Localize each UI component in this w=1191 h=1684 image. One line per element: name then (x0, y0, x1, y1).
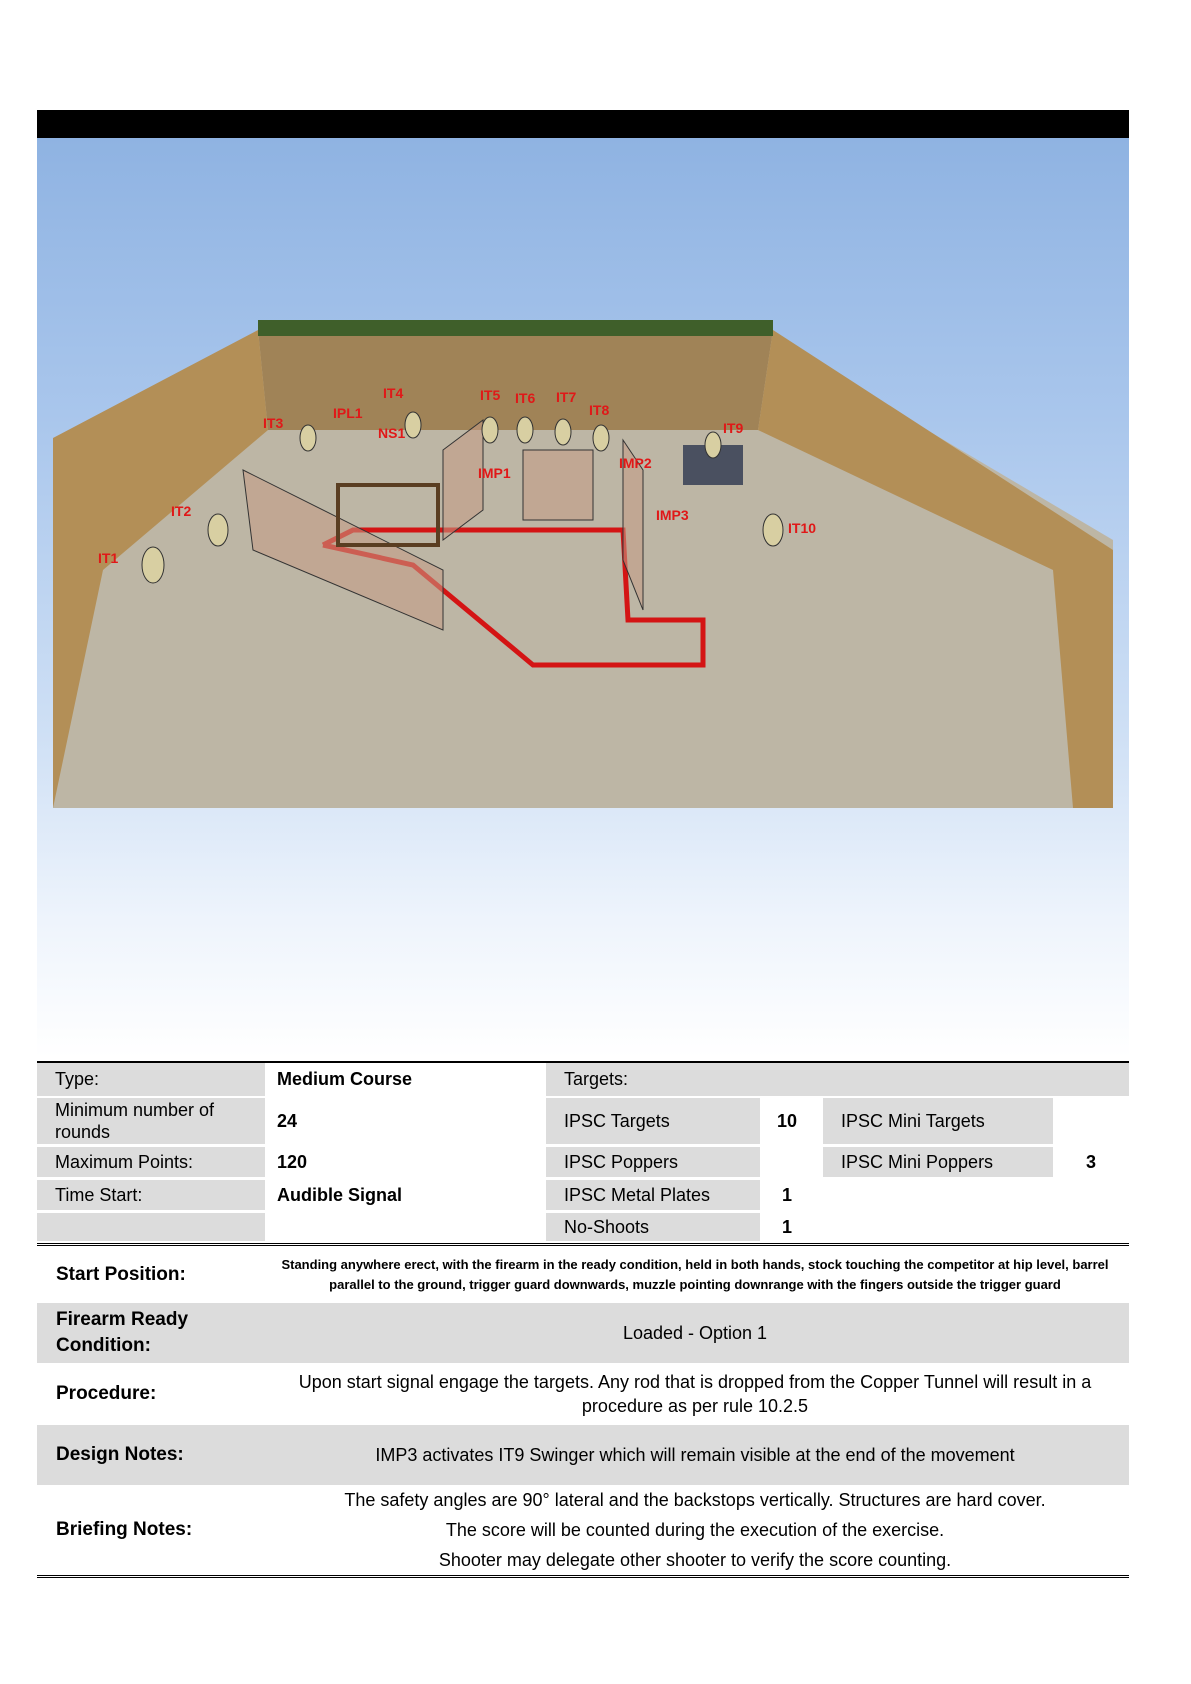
target-label: IT7 (556, 389, 577, 405)
target-label: IT5 (480, 387, 501, 403)
time-start-value: Audible Signal (277, 1184, 403, 1205)
target-label: IMP1 (478, 465, 511, 481)
targets-label: Targets: (546, 1063, 1129, 1096)
ipsc-metal-plates-value: 1 (781, 1184, 792, 1205)
no-shoots-label: No-Shoots (546, 1213, 760, 1241)
firearm-ready-label: Firearm Ready Condition: (56, 1309, 189, 1356)
briefing-note-line: The score will be counted during the execution of the exercise. (445, 1520, 945, 1540)
stage-details (37, 1243, 1129, 1575)
min-rounds-value: 24 (277, 1110, 298, 1131)
briefing-note-line: Shooter may delegate other shooter to verify the score counting. (438, 1550, 952, 1570)
type-label: Type: (37, 1063, 265, 1096)
target-label: IT10 (788, 520, 817, 536)
ipsc-targets-label: IPSC Targets (546, 1098, 760, 1144)
target-label: IT8 (589, 402, 610, 418)
min-rounds-label: Minimum number of rounds (37, 1098, 265, 1144)
stage-diagram (53, 320, 1113, 808)
ipsc-mini-targets-label: IPSC Mini Targets (823, 1098, 1053, 1144)
design-notes-label: Design Notes: (56, 1444, 184, 1465)
start-position-row (37, 1246, 1129, 1303)
no-shoots-value: 1 (781, 1216, 792, 1237)
start-position-value: Standing anywhere erect, with the firearm in the ready condition, held in both hands, stock touching the competitor at hip level, barrel parallel to the ground, trigger guard downwards, muzzle pointing downrange with the fingers outside the trigger guard (281, 1256, 1109, 1292)
max-points-label: Maximum Points: (37, 1147, 265, 1177)
procedure-value: Upon start signal engage the targets. Any rod that is dropped from the Copper Tunnel will result in a procedure as per rule 10.2.5 (298, 1372, 1092, 1416)
ipsc-mini-poppers-value: 3 (1085, 1151, 1096, 1172)
ipsc-poppers-label: IPSC Poppers (546, 1147, 760, 1177)
target-label: IT3 (263, 415, 284, 431)
max-points-value: 120 (277, 1151, 308, 1172)
time-start-label: Time Start: (37, 1180, 265, 1210)
target-label: IT9 (723, 420, 744, 436)
bottom-rule (37, 1575, 1129, 1578)
firearm-ready-value: Loaded - Option 1 (622, 1323, 768, 1343)
design-notes-row (37, 1425, 1129, 1485)
tree-line (258, 320, 773, 336)
ipsc-mini-poppers-label: IPSC Mini Poppers (823, 1147, 1053, 1177)
briefing-notes-row (37, 1485, 1129, 1575)
stage-diagram-svg (53, 320, 1113, 808)
fence-middle (523, 450, 593, 520)
ipsc-metal-plates-label: IPSC Metal Plates (546, 1180, 760, 1210)
type-value: Medium Course (277, 1069, 413, 1089)
ipsc-poppers-value (763, 1147, 811, 1177)
stage-info-table (37, 1061, 1129, 1241)
ipsc-mini-targets-value (1053, 1098, 1129, 1144)
briefing-note-line: The safety angles are 90° lateral and the backstops vertically. Structures are hard cover. (344, 1490, 1046, 1510)
procedure-label: Procedure: (56, 1383, 157, 1404)
target-label: IT4 (383, 385, 404, 401)
target-label: IPL1 (333, 405, 363, 421)
design-notes-value: IMP3 activates IT9 Swinger which will remain visible at the end of the movement (375, 1445, 1015, 1465)
target-label: IMP2 (619, 455, 652, 471)
start-position-label: Start Position: (56, 1263, 186, 1285)
target-label: IMP3 (656, 507, 689, 523)
firearm-ready-row (37, 1303, 1129, 1363)
target-label: IT1 (98, 550, 119, 566)
ipsc-targets-value: 10 (776, 1110, 798, 1131)
target-label: NS1 (378, 425, 406, 441)
empty-label-cell (37, 1213, 265, 1241)
target-label: IT6 (515, 390, 536, 406)
header-bar (37, 110, 1129, 138)
target-label: IT2 (171, 503, 192, 519)
briefing-notes-label: Briefing Notes: (56, 1519, 193, 1540)
procedure-row (37, 1363, 1129, 1425)
briefing-notes-value (269, 1485, 1129, 1575)
